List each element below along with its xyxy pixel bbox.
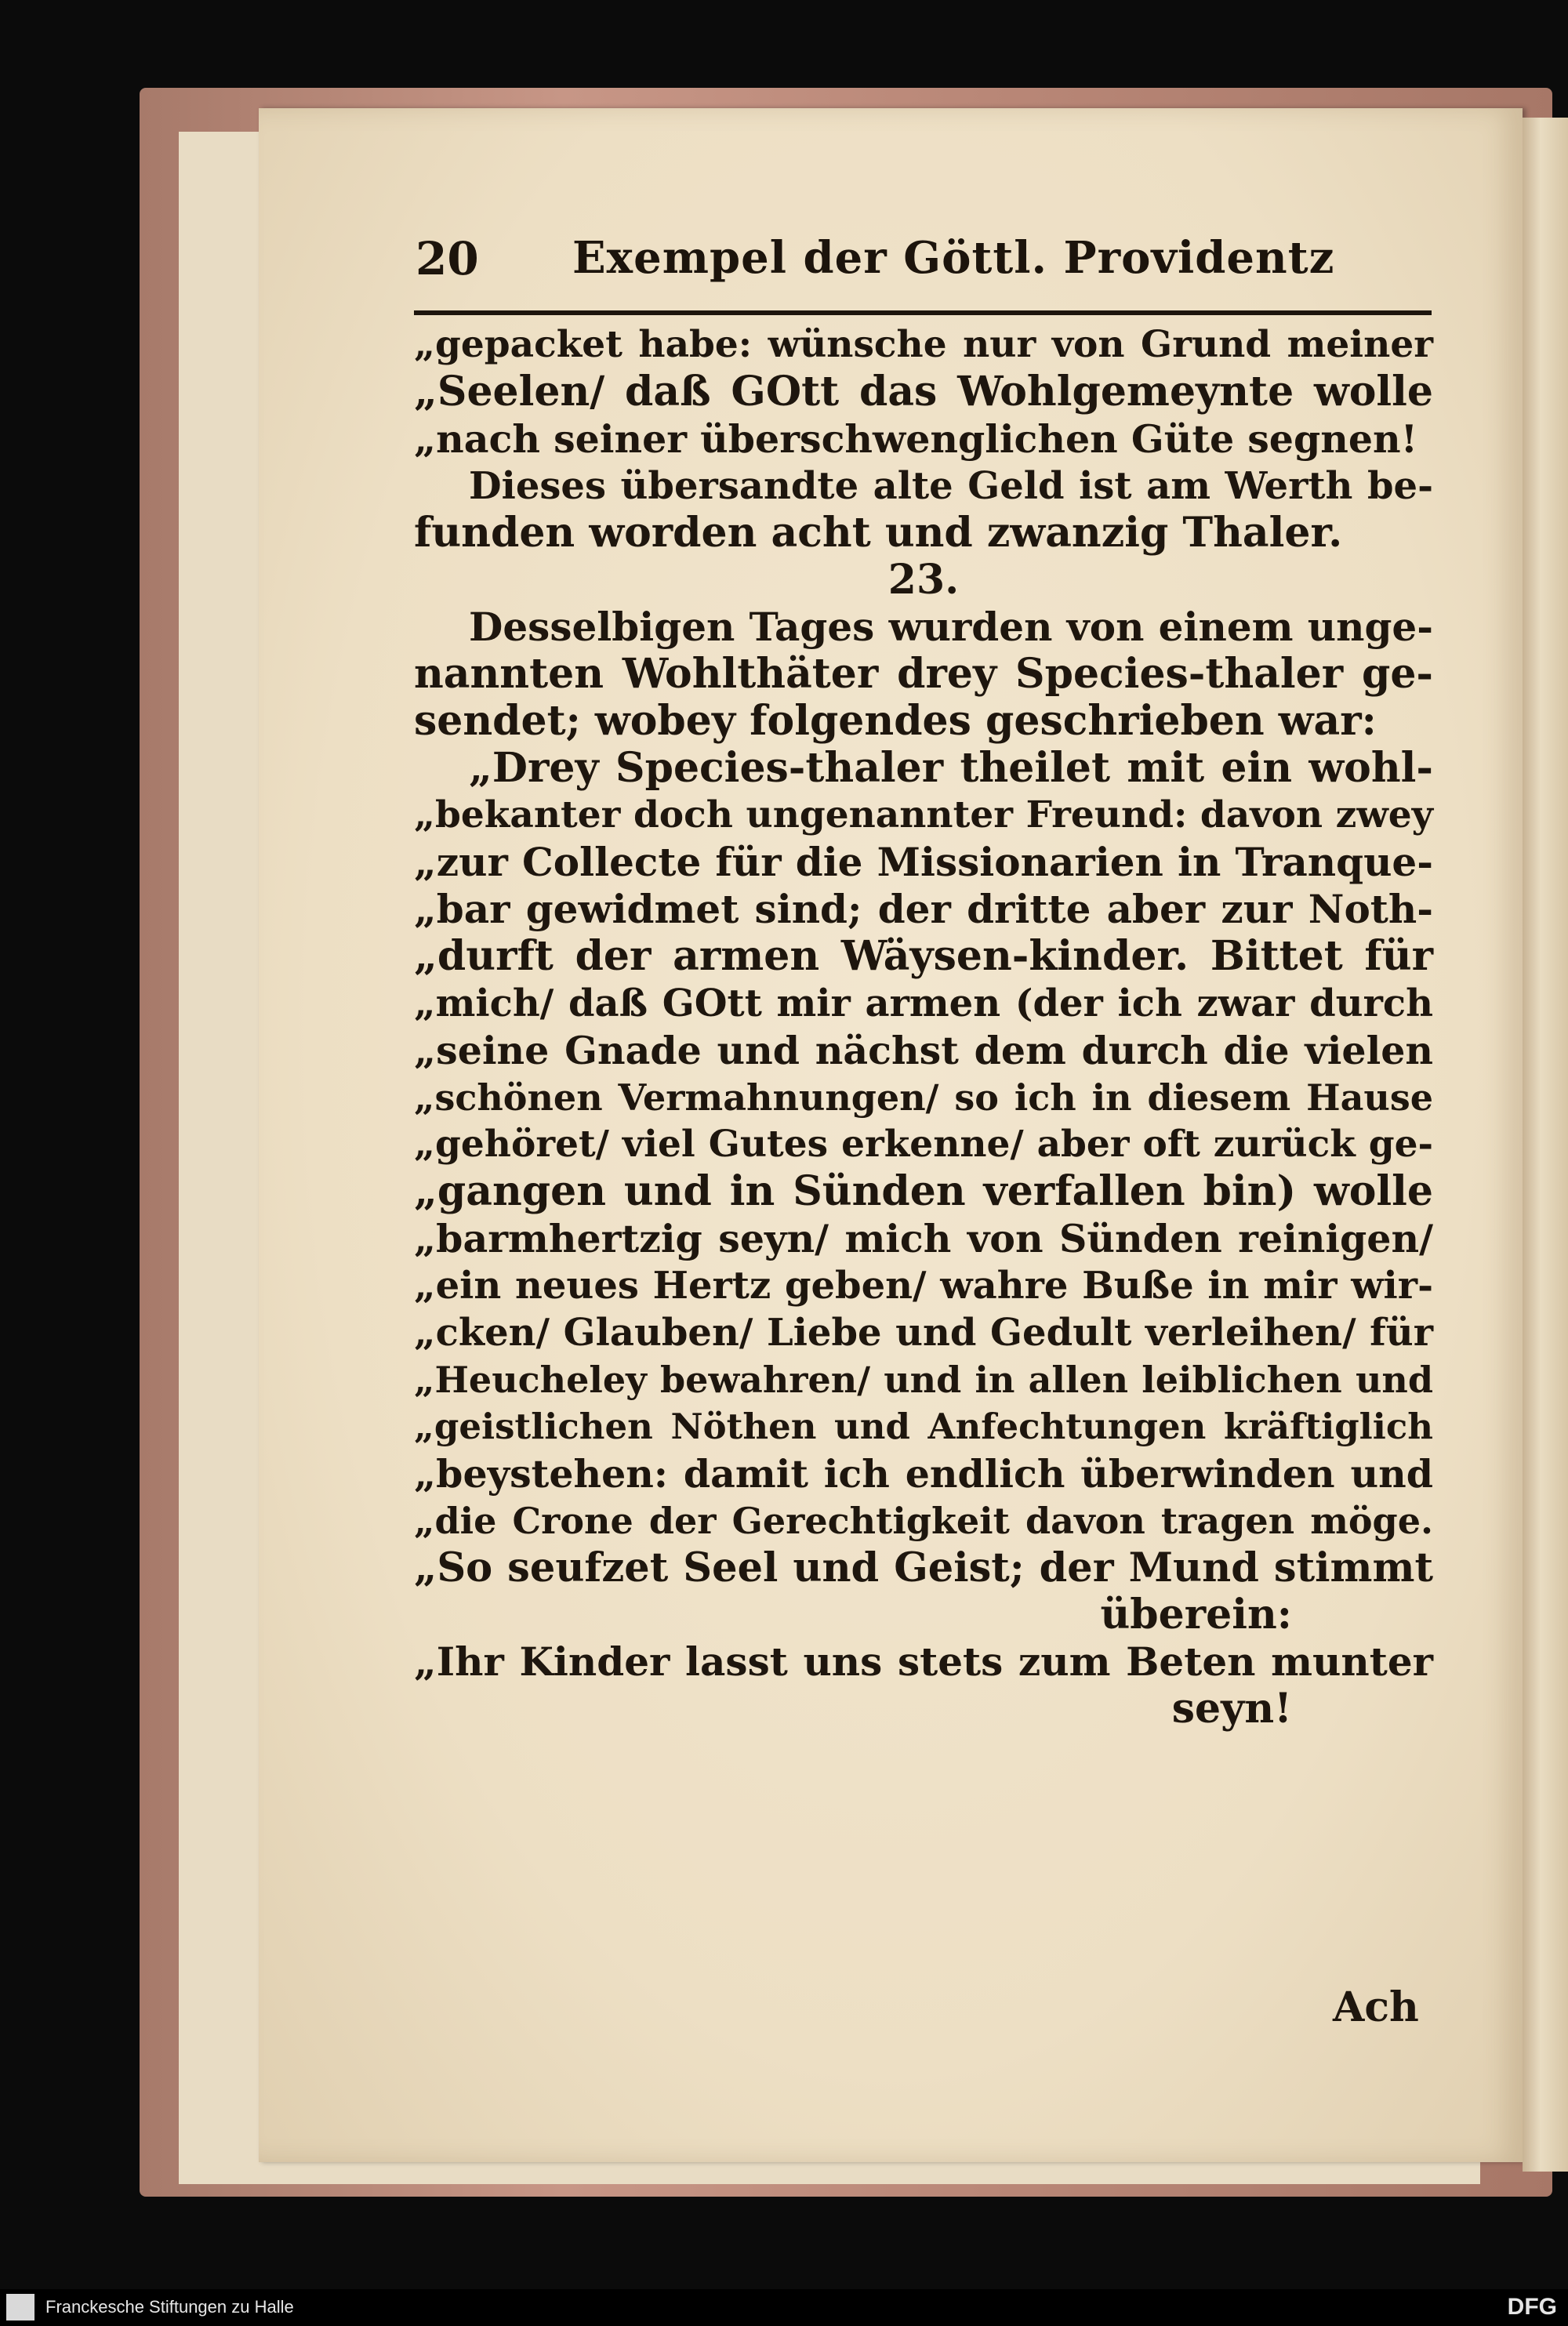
institution-logo-icon <box>6 2294 34 2321</box>
body-text <box>414 321 1433 1733</box>
text-line: Desselbigen Tages wurden von einem unge- <box>469 604 1433 650</box>
text-line: „mich/ daß GOtt mir armen (der ich zwar durch <box>414 982 1433 1025</box>
text-line: „Heucheley bewahren/ und in allen leiblichen und <box>414 1359 1433 1401</box>
page-number: 20 <box>416 232 479 285</box>
footer-bar <box>0 2289 1568 2326</box>
text-line: „gangen und in Sünden verfallen bin) wolle <box>414 1167 1433 1215</box>
catchword: Ach <box>1333 1983 1419 2031</box>
header-rule <box>414 310 1432 315</box>
section-number: 23. <box>887 556 960 604</box>
text-line: „cken/ Glauben/ Liebe und Gedult verleihen/ für <box>414 1311 1433 1355</box>
text-line: nannten Wohlthäter drey Species-thaler ge- <box>414 650 1433 698</box>
text-line: „schönen Vermahnungen/ so ich in diesem Hause <box>414 1076 1433 1119</box>
text-line: „Drey Species-thaler theilet mit ein wohl- <box>469 744 1433 792</box>
dfg-logo: DFG <box>1507 2294 1557 2320</box>
text-line: „gehöret/ viel Gutes erkenne/ aber oft zurück ge- <box>414 1123 1433 1166</box>
facing-page-edge <box>1523 118 1568 2172</box>
text-line: Dieses übersandte alte Geld ist am Werth be- <box>469 464 1433 508</box>
text-line: „nach seiner überschwenglichen Güte segnen! <box>414 416 1418 462</box>
institution-name: Franckesche Stiftungen zu Halle <box>45 2297 294 2317</box>
page-header <box>416 232 1427 295</box>
text-line: überein: <box>1100 1591 1292 1638</box>
text-line: „die Crone der Gerechtigkeit davon tragen möge. <box>414 1500 1433 1542</box>
text-line: „geistlichen Nöthen und Anfechtungen kräftiglich <box>414 1406 1433 1447</box>
text-line: „bekanter doch ungenannter Freund: davon zwey <box>414 793 1433 836</box>
running-head: Exempel der Göttl. Providentz <box>572 232 1335 284</box>
text-line: funden worden acht und zwanzig Thaler. <box>414 509 1343 557</box>
text-line: „So seufzet Seel und Geist; der Mund stimmt <box>414 1544 1433 1591</box>
text-line: „bar gewidmet sind; der dritte aber zur Noth- <box>414 886 1433 932</box>
text-line: „durft der armen Wäysen-kinder. Bittet für <box>414 932 1433 980</box>
text-line: seyn! <box>1171 1685 1292 1733</box>
text-line: „zur Collecte für die Missionarien in Tranque- <box>414 839 1433 885</box>
text-line: „beystehen: damit ich endlich überwinden und <box>414 1451 1433 1497</box>
text-line: „gepacket habe: wünsche nur von Grund meiner <box>414 323 1433 366</box>
text-line: „ein neues Hertz geben/ wahre Buße in mir wir- <box>414 1264 1433 1308</box>
text-line: „Seelen/ daß GOtt das Wohlgemeynte wolle <box>414 368 1433 415</box>
text-line: sendet; wobey folgendes geschrieben war: <box>414 697 1377 745</box>
text-line: „seine Gnade und nächst dem durch die vielen <box>414 1028 1433 1073</box>
text-line: „Ihr Kinder lasst uns stets zum Beten munter <box>414 1638 1433 1685</box>
text-line: „barmhertzig seyn/ mich von Sünden reinigen/ <box>414 1216 1433 1261</box>
